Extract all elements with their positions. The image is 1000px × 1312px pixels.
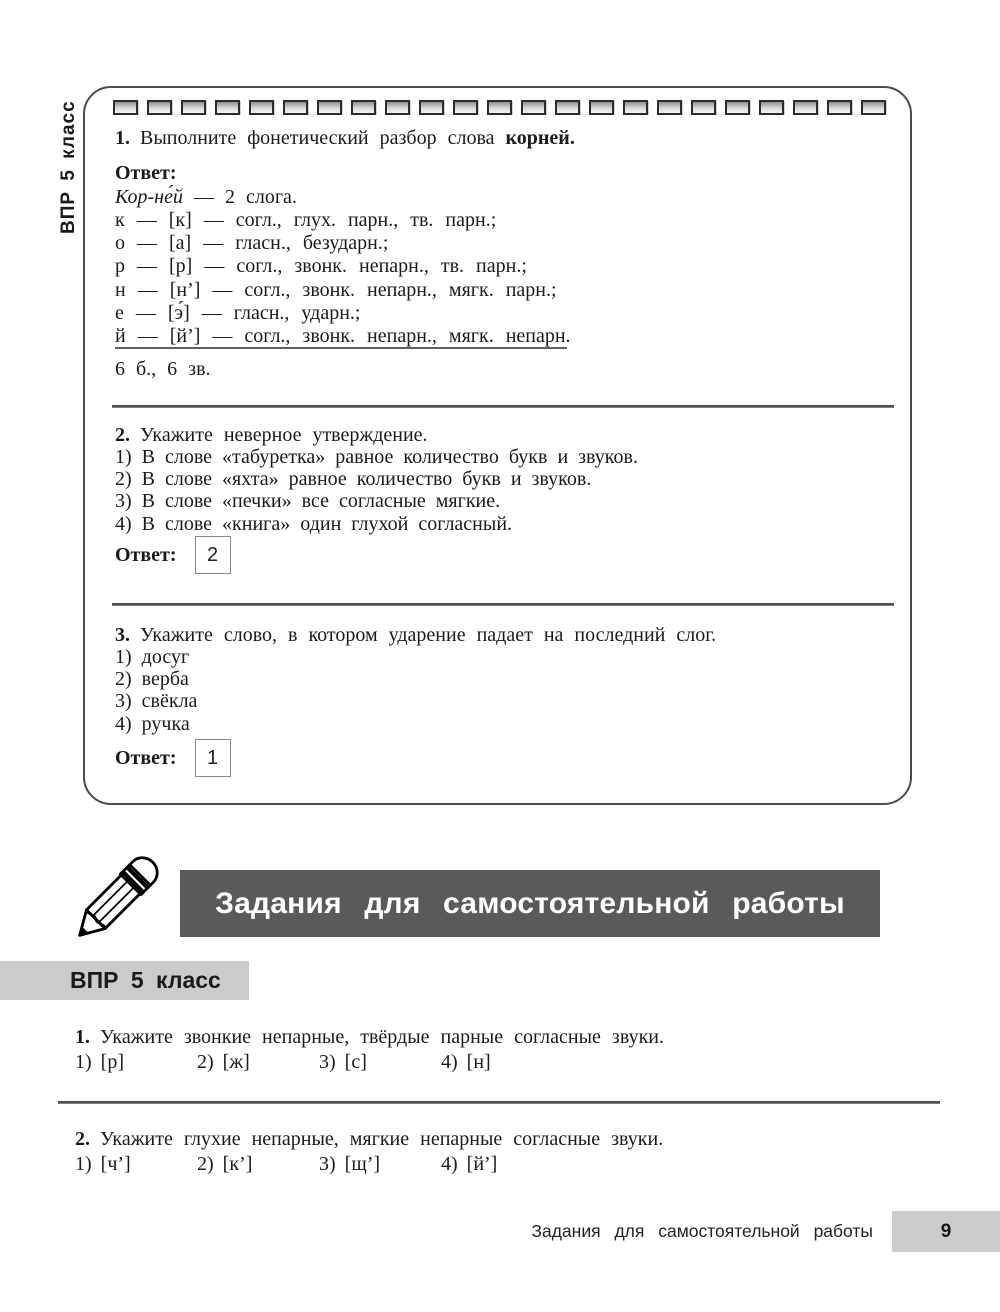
- task2-answer-box: 2: [195, 536, 231, 574]
- pencil-icon: [60, 851, 175, 946]
- practice-task1-text: Укажите звонкие непарные, твёрдые парные согласные звуки.: [100, 1026, 664, 1048]
- option: 3) [с]: [319, 1051, 367, 1073]
- option: 3) В слове «печки» все согласные мягкие.: [115, 490, 501, 513]
- task1-heading: [115, 127, 890, 149]
- task2-heading: [115, 424, 890, 446]
- task1-word: корней.: [505, 127, 575, 149]
- task3-answer-row: [115, 739, 890, 777]
- section-banner-title: Задания для самостоятельной работы: [215, 886, 845, 920]
- page-footer: [531, 1211, 1000, 1252]
- page-number: 9: [892, 1211, 1000, 1252]
- section-grade-label-text: ВПР 5 класс: [70, 967, 221, 993]
- option: 3) [щ’]: [319, 1153, 381, 1175]
- task1-totals: 6 б., 6 зв.: [115, 358, 211, 380]
- dash-decoration: [419, 100, 444, 115]
- dashed-border-decoration: [113, 100, 888, 115]
- option: 1) [р]: [75, 1051, 124, 1073]
- option: 1) досуг: [115, 646, 190, 668]
- task1-analysis: [115, 209, 890, 348]
- dash-decoration: [249, 100, 274, 115]
- task2-text: Укажите неверное утверждение.: [140, 424, 428, 446]
- dash-decoration: [657, 100, 682, 115]
- practice-task1-number: 1.: [75, 1026, 90, 1048]
- task3-options: [115, 646, 890, 735]
- exam-tasks-box: [83, 86, 912, 805]
- dash-decoration: [487, 100, 512, 115]
- task3-text: Укажите слово, в котором ударение падает на последний слог.: [140, 624, 717, 646]
- task1-text: Выполните фонетический разбор слова: [140, 127, 495, 149]
- option: 1) В слове «табуретка» равное количество букв и звуков.: [115, 446, 638, 468]
- dash-decoration: [555, 100, 580, 115]
- analysis-row: к — [к] — согл., глух. парн., тв. парн.;: [115, 209, 497, 231]
- analysis-underline: [115, 347, 567, 349]
- syllables-word: Кор-не́й: [115, 186, 183, 208]
- footer-running-title: Задания для самостоятельной работы: [531, 1221, 873, 1241]
- dash-decoration: [521, 100, 546, 115]
- analysis-row: о — [а] — гласн., безударн.;: [115, 232, 389, 255]
- task-divider: [112, 603, 894, 606]
- dash-decoration: [181, 100, 206, 115]
- dash-decoration: [215, 100, 240, 115]
- analysis-row: й — [й’] — согл., звонк. непарн., мягк. непарн.: [115, 325, 571, 348]
- task-divider: [58, 1101, 940, 1104]
- task1-answer-label: Ответ:: [115, 162, 177, 184]
- option: 2) [к’]: [197, 1153, 253, 1175]
- option: 4) ручка: [115, 712, 190, 735]
- dash-decoration: [827, 100, 852, 115]
- task3-heading: [115, 624, 890, 646]
- option: 2) В слове «яхта» равное количество букв и звуков.: [115, 468, 592, 491]
- analysis-row: р — [р] — согл., звонк. непарн., тв. парн.;: [115, 255, 527, 278]
- analysis-row: е — [э́] — гласн., ударн.;: [115, 301, 361, 324]
- practice-task2-text: Укажите глухие непарные, мягкие непарные согласные звуки.: [100, 1128, 664, 1150]
- dash-decoration: [725, 100, 750, 115]
- practice-task2-options: [58, 1153, 940, 1176]
- task1-number: 1.: [115, 127, 130, 149]
- dash-decoration: [623, 100, 648, 115]
- dash-decoration: [147, 100, 172, 115]
- option: 2) верба: [115, 668, 189, 691]
- task3-answer-label: Ответ:: [115, 747, 177, 769]
- dash-decoration: [589, 100, 614, 115]
- dash-decoration: [283, 100, 308, 115]
- dash-decoration: [385, 100, 410, 115]
- analysis-row: н — [н’] — согл., звонк. непарн., мягк. парн.;: [115, 278, 557, 301]
- task2-answer-row: [115, 536, 890, 574]
- task1-syllables: [115, 186, 890, 208]
- dash-decoration: [453, 100, 478, 115]
- task2-number: 2.: [115, 424, 130, 446]
- practice-section: [58, 1026, 940, 1176]
- option: 4) [й’]: [441, 1153, 498, 1175]
- dash-decoration: [351, 100, 376, 115]
- section-banner: [180, 870, 880, 937]
- task2-options: [115, 446, 890, 535]
- section-grade-label: [0, 961, 249, 1000]
- practice-task1-heading: [58, 1026, 940, 1048]
- option: 1) [ч’]: [75, 1153, 131, 1175]
- task3-number: 3.: [115, 624, 130, 646]
- option: 2) [ж]: [197, 1051, 250, 1073]
- dash-decoration: [113, 100, 138, 115]
- practice-task1-options: [58, 1051, 940, 1074]
- dash-decoration: [861, 100, 886, 115]
- option: 4) [н]: [441, 1051, 491, 1073]
- practice-task2-number: 2.: [75, 1128, 90, 1150]
- option: 3) свёкла: [115, 690, 198, 713]
- dash-decoration: [793, 100, 818, 115]
- sidebar-grade-label: ВПР 5 класс: [58, 100, 79, 234]
- dash-decoration: [691, 100, 716, 115]
- practice-task2-heading: [58, 1128, 940, 1150]
- dash-decoration: [317, 100, 342, 115]
- syllables-rest: — 2 слога.: [193, 186, 297, 208]
- option: 4) В слове «книга» один глухой согласный.: [115, 512, 513, 535]
- task-divider: [112, 405, 894, 408]
- dash-decoration: [759, 100, 784, 115]
- task3-answer-box: 1: [195, 739, 231, 777]
- task2-answer-label: Ответ:: [115, 544, 177, 566]
